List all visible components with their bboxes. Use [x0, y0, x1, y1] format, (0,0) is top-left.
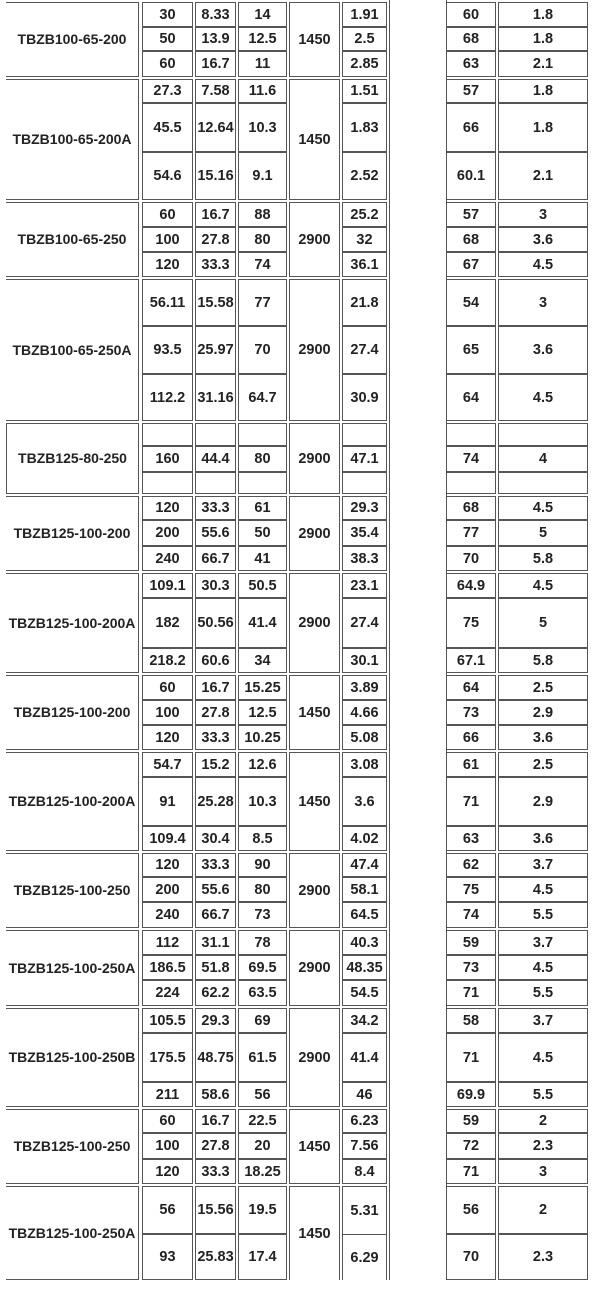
eff-cell: 70 [446, 546, 496, 571]
q1-cell: 120 [142, 252, 193, 277]
h-cell: 77 [238, 279, 287, 326]
p-cell: 3.89 [342, 675, 387, 700]
p-cell: 6.29 [342, 1234, 387, 1280]
q1-cell: 100 [142, 227, 193, 252]
h-cell: 73 [238, 902, 287, 928]
q2-cell: 30.3 [195, 573, 236, 598]
eff-cell: 70 [446, 1234, 496, 1280]
q2-cell: 44.4 [195, 446, 236, 472]
h-cell: 90 [238, 853, 287, 877]
npsh-cell: 5 [498, 520, 588, 546]
q1-cell: 27.3 [142, 79, 193, 103]
speed-cell: 2900 [289, 423, 340, 494]
p-cell: 25.2 [342, 202, 387, 227]
h-cell: 12.5 [238, 700, 287, 725]
npsh-cell: 2.5 [498, 675, 588, 700]
p-cell: 27.4 [342, 598, 387, 648]
h-cell: 34 [238, 648, 287, 673]
q2-cell: 16.7 [195, 202, 236, 227]
npsh-cell: 1.8 [498, 103, 588, 152]
npsh-cell [498, 423, 588, 446]
eff-cell: 71 [446, 980, 496, 1006]
model-cell: TBZB100-65-250 [6, 202, 139, 277]
speed-cell: 2900 [289, 1008, 340, 1107]
model-cell: TBZB100-65-250A [6, 279, 139, 421]
h-cell: 61.5 [238, 1033, 287, 1082]
q2-cell: 50.56 [195, 598, 236, 648]
q1-cell: 30 [142, 2, 193, 27]
q1-cell: 56.11 [142, 279, 193, 326]
h-cell: 70 [238, 326, 287, 374]
eff-cell: 65 [446, 326, 496, 374]
npsh-cell: 3.7 [498, 1008, 588, 1033]
eff-cell: 59 [446, 1109, 496, 1133]
h-cell: 10.3 [238, 777, 287, 826]
npsh-cell: 2.9 [498, 700, 588, 725]
q2-cell: 8.33 [195, 2, 236, 27]
p-cell [342, 423, 387, 446]
p-cell: 23.1 [342, 573, 387, 598]
h-cell: 80 [238, 227, 287, 252]
npsh-cell: 2.1 [498, 51, 588, 77]
h-cell: 61 [238, 496, 287, 520]
npsh-cell: 2.5 [498, 752, 588, 777]
npsh-cell: 4.5 [498, 252, 588, 277]
model-cell: TBZB125-100-250B [6, 1008, 139, 1107]
p-cell: 2.52 [342, 152, 387, 200]
q1-cell: 240 [142, 546, 193, 571]
q2-cell: 66.7 [195, 902, 236, 928]
q1-cell: 93.5 [142, 326, 193, 374]
eff-cell: 62 [446, 853, 496, 877]
q2-cell: 27.8 [195, 1133, 236, 1159]
h-cell: 9.1 [238, 152, 287, 200]
model-cell: TBZB125-100-250 [6, 853, 139, 928]
eff-cell: 57 [446, 79, 496, 103]
q2-cell [195, 472, 236, 494]
p-cell: 30.9 [342, 374, 387, 421]
model-cell: TBZB100-65-200A [6, 79, 139, 200]
q2-cell: 66.7 [195, 546, 236, 571]
p-cell: 5.08 [342, 725, 387, 750]
h-cell: 69.5 [238, 955, 287, 980]
q2-cell: 62.2 [195, 980, 236, 1006]
p-cell: 8.4 [342, 1159, 387, 1184]
eff-cell: 54 [446, 279, 496, 326]
h-cell: 78 [238, 930, 287, 955]
eff-cell: 68 [446, 227, 496, 252]
model-cell: TBZB100-65-200 [6, 2, 139, 77]
p-cell [342, 472, 387, 494]
q1-cell: 100 [142, 700, 193, 725]
npsh-cell: 3 [498, 279, 588, 326]
q2-cell: 30.4 [195, 826, 236, 851]
q1-cell: 224 [142, 980, 193, 1006]
h-cell: 69 [238, 1008, 287, 1033]
eff-cell: 60 [446, 2, 496, 27]
model-cell: TBZB125-100-200 [6, 496, 139, 571]
npsh-cell: 2.3 [498, 1133, 588, 1159]
h-cell: 50.5 [238, 573, 287, 598]
eff-cell: 74 [446, 902, 496, 928]
q1-cell: 60 [142, 1109, 193, 1133]
speed-cell: 2900 [289, 496, 340, 571]
npsh-cell: 2.9 [498, 777, 588, 826]
npsh-cell: 3.6 [498, 227, 588, 252]
model-cell: TBZB125-80-250 [6, 423, 139, 494]
h-cell: 14 [238, 2, 287, 27]
eff-cell: 64 [446, 675, 496, 700]
eff-cell: 75 [446, 598, 496, 648]
eff-cell: 71 [446, 777, 496, 826]
p-cell: 48.35 [342, 955, 387, 980]
q1-cell: 160 [142, 446, 193, 472]
q1-cell: 120 [142, 496, 193, 520]
q1-cell: 240 [142, 902, 193, 928]
eff-cell: 71 [446, 1159, 496, 1184]
q1-cell: 50 [142, 27, 193, 51]
npsh-cell: 2 [498, 1186, 588, 1234]
speed-cell: 1450 [289, 1186, 340, 1280]
q1-cell: 105.5 [142, 1008, 193, 1033]
h-cell: 11 [238, 51, 287, 77]
npsh-cell: 3.7 [498, 853, 588, 877]
p-cell: 34.2 [342, 1008, 387, 1033]
speed-cell: 1450 [289, 675, 340, 750]
h-cell: 10.25 [238, 725, 287, 750]
eff-cell: 73 [446, 700, 496, 725]
eff-cell: 64 [446, 374, 496, 421]
q2-cell: 33.3 [195, 496, 236, 520]
column-divider [446, 0, 447, 1280]
h-cell: 12.5 [238, 27, 287, 51]
h-cell: 8.5 [238, 826, 287, 851]
q1-cell: 54.7 [142, 752, 193, 777]
h-cell [238, 423, 287, 446]
q1-cell [142, 423, 193, 446]
q2-cell: 29.3 [195, 1008, 236, 1033]
h-cell: 10.3 [238, 103, 287, 152]
q1-cell: 112.2 [142, 374, 193, 421]
eff-cell: 73 [446, 955, 496, 980]
eff-cell: 72 [446, 1133, 496, 1159]
column-divider [389, 0, 390, 1280]
q2-cell: 16.7 [195, 51, 236, 77]
p-cell: 58.1 [342, 877, 387, 902]
h-cell: 17.4 [238, 1234, 287, 1280]
npsh-cell [498, 472, 588, 494]
npsh-cell: 4.5 [498, 496, 588, 520]
npsh-cell: 3.6 [498, 326, 588, 374]
eff-cell: 66 [446, 103, 496, 152]
npsh-cell: 5.5 [498, 902, 588, 928]
eff-cell: 66 [446, 725, 496, 750]
model-cell: TBZB125-100-200 [6, 675, 139, 750]
q2-cell [195, 423, 236, 446]
npsh-cell: 3 [498, 1159, 588, 1184]
q2-cell: 27.8 [195, 700, 236, 725]
q2-cell: 33.3 [195, 1159, 236, 1184]
npsh-cell: 5.5 [498, 1082, 588, 1107]
h-cell: 19.5 [238, 1186, 287, 1234]
q1-cell: 112 [142, 930, 193, 955]
npsh-cell: 3.6 [498, 725, 588, 750]
npsh-cell: 4 [498, 446, 588, 472]
p-cell: 7.56 [342, 1133, 387, 1159]
npsh-cell: 4.5 [498, 573, 588, 598]
h-cell [238, 472, 287, 494]
q1-cell: 182 [142, 598, 193, 648]
eff-cell: 74 [446, 446, 496, 472]
p-cell: 46 [342, 1082, 387, 1107]
eff-cell: 68 [446, 27, 496, 51]
q2-cell: 33.3 [195, 252, 236, 277]
h-cell: 56 [238, 1082, 287, 1107]
p-cell: 2.5 [342, 27, 387, 51]
eff-cell: 56 [446, 1186, 496, 1234]
q1-cell: 91 [142, 777, 193, 826]
q1-cell: 186.5 [142, 955, 193, 980]
eff-cell: 67.1 [446, 648, 496, 673]
eff-cell: 59 [446, 930, 496, 955]
speed-cell: 2900 [289, 279, 340, 421]
npsh-cell: 2.1 [498, 152, 588, 200]
p-cell: 1.83 [342, 103, 387, 152]
q1-cell: 211 [142, 1082, 193, 1107]
q2-cell: 27.8 [195, 227, 236, 252]
q2-cell: 12.64 [195, 103, 236, 152]
eff-cell: 57 [446, 202, 496, 227]
h-cell: 11.6 [238, 79, 287, 103]
h-cell: 80 [238, 446, 287, 472]
model-cell: TBZB125-100-200A [6, 573, 139, 673]
eff-cell: 63 [446, 51, 496, 77]
q1-cell: 175.5 [142, 1033, 193, 1082]
speed-cell: 1450 [289, 2, 340, 77]
p-cell: 47.1 [342, 446, 387, 472]
speed-cell: 2900 [289, 573, 340, 673]
h-cell: 64.7 [238, 374, 287, 421]
model-cell: TBZB125-100-250 [6, 1109, 139, 1184]
p-cell: 5.31 [342, 1186, 387, 1234]
q2-cell: 16.7 [195, 1109, 236, 1133]
npsh-cell: 5.5 [498, 980, 588, 1006]
p-cell: 36.1 [342, 252, 387, 277]
q2-cell: 25.83 [195, 1234, 236, 1280]
q2-cell: 51.8 [195, 955, 236, 980]
q1-cell: 100 [142, 1133, 193, 1159]
eff-cell: 63 [446, 826, 496, 851]
npsh-cell: 4.5 [498, 955, 588, 980]
p-cell: 27.4 [342, 326, 387, 374]
speed-cell: 1450 [289, 1109, 340, 1184]
p-cell: 4.02 [342, 826, 387, 851]
npsh-cell: 4.5 [498, 1033, 588, 1082]
model-cell: TBZB125-100-250A [6, 930, 139, 1006]
eff-cell: 69.9 [446, 1082, 496, 1107]
eff-cell: 64.9 [446, 573, 496, 598]
q2-cell: 55.6 [195, 520, 236, 546]
speed-cell: 2900 [289, 853, 340, 928]
q1-cell: 60 [142, 202, 193, 227]
q2-cell: 15.2 [195, 752, 236, 777]
q2-cell: 25.28 [195, 777, 236, 826]
q1-cell: 120 [142, 853, 193, 877]
speed-cell: 2900 [289, 202, 340, 277]
q2-cell: 25.97 [195, 326, 236, 374]
p-cell: 3.08 [342, 752, 387, 777]
p-cell: 4.66 [342, 700, 387, 725]
p-cell: 6.23 [342, 1109, 387, 1133]
p-cell: 3.6 [342, 777, 387, 826]
eff-cell: 61 [446, 752, 496, 777]
h-cell: 41 [238, 546, 287, 571]
q1-cell: 109.4 [142, 826, 193, 851]
q1-cell: 200 [142, 520, 193, 546]
h-cell: 22.5 [238, 1109, 287, 1133]
npsh-cell: 2 [498, 1109, 588, 1133]
q2-cell: 31.16 [195, 374, 236, 421]
h-cell: 20 [238, 1133, 287, 1159]
h-cell: 88 [238, 202, 287, 227]
eff-cell: 77 [446, 520, 496, 546]
q2-cell: 16.7 [195, 675, 236, 700]
q2-cell: 7.58 [195, 79, 236, 103]
q2-cell: 48.75 [195, 1033, 236, 1082]
q2-cell: 33.3 [195, 725, 236, 750]
p-cell: 2.85 [342, 51, 387, 77]
npsh-cell: 1.8 [498, 79, 588, 103]
h-cell: 50 [238, 520, 287, 546]
p-cell: 41.4 [342, 1033, 387, 1082]
npsh-cell: 1.8 [498, 27, 588, 51]
q2-cell: 13.9 [195, 27, 236, 51]
q2-cell: 15.16 [195, 152, 236, 200]
npsh-cell: 3.7 [498, 930, 588, 955]
npsh-cell: 3 [498, 202, 588, 227]
p-cell: 40.3 [342, 930, 387, 955]
p-cell: 32 [342, 227, 387, 252]
q1-cell: 93 [142, 1234, 193, 1280]
eff-cell [446, 472, 496, 494]
npsh-cell: 5.8 [498, 546, 588, 571]
npsh-cell: 2.3 [498, 1234, 588, 1280]
q2-cell: 60.6 [195, 648, 236, 673]
eff-cell: 58 [446, 1008, 496, 1033]
q1-cell [142, 472, 193, 494]
p-cell: 1.91 [342, 2, 387, 27]
q1-cell: 218.2 [142, 648, 193, 673]
h-cell: 63.5 [238, 980, 287, 1006]
speed-cell: 2900 [289, 930, 340, 1006]
p-cell: 54.5 [342, 980, 387, 1006]
q1-cell: 54.6 [142, 152, 193, 200]
npsh-cell: 5.8 [498, 648, 588, 673]
eff-cell [446, 423, 496, 446]
q1-cell: 120 [142, 1159, 193, 1184]
p-cell: 1.51 [342, 79, 387, 103]
eff-cell: 71 [446, 1033, 496, 1082]
q1-cell: 109.1 [142, 573, 193, 598]
q2-cell: 58.6 [195, 1082, 236, 1107]
npsh-cell: 4.5 [498, 877, 588, 902]
h-cell: 18.25 [238, 1159, 287, 1184]
speed-cell: 1450 [289, 752, 340, 851]
h-cell: 74 [238, 252, 287, 277]
h-cell: 12.6 [238, 752, 287, 777]
eff-cell: 67 [446, 252, 496, 277]
eff-cell: 75 [446, 877, 496, 902]
q1-cell: 200 [142, 877, 193, 902]
p-cell: 21.8 [342, 279, 387, 326]
p-cell: 64.5 [342, 902, 387, 928]
h-cell: 15.25 [238, 675, 287, 700]
p-cell: 35.4 [342, 520, 387, 546]
model-cell: TBZB125-100-200A [6, 752, 139, 851]
q2-cell: 33.3 [195, 853, 236, 877]
p-cell: 30.1 [342, 648, 387, 673]
q2-cell: 31.1 [195, 930, 236, 955]
eff-cell: 60.1 [446, 152, 496, 200]
eff-cell: 68 [446, 496, 496, 520]
q1-cell: 120 [142, 725, 193, 750]
q2-cell: 15.58 [195, 279, 236, 326]
q1-cell: 60 [142, 675, 193, 700]
p-cell: 47.4 [342, 853, 387, 877]
npsh-cell: 4.5 [498, 374, 588, 421]
npsh-cell: 1.8 [498, 2, 588, 27]
p-cell: 29.3 [342, 496, 387, 520]
model-cell: TBZB125-100-250A [6, 1186, 139, 1280]
q1-cell: 56 [142, 1186, 193, 1234]
npsh-cell: 3.6 [498, 826, 588, 851]
q1-cell: 60 [142, 51, 193, 77]
q1-cell: 45.5 [142, 103, 193, 152]
h-cell: 80 [238, 877, 287, 902]
npsh-cell: 5 [498, 598, 588, 648]
speed-cell: 1450 [289, 79, 340, 200]
p-cell: 38.3 [342, 546, 387, 571]
q2-cell: 55.6 [195, 877, 236, 902]
q2-cell: 15.56 [195, 1186, 236, 1234]
h-cell: 41.4 [238, 598, 287, 648]
